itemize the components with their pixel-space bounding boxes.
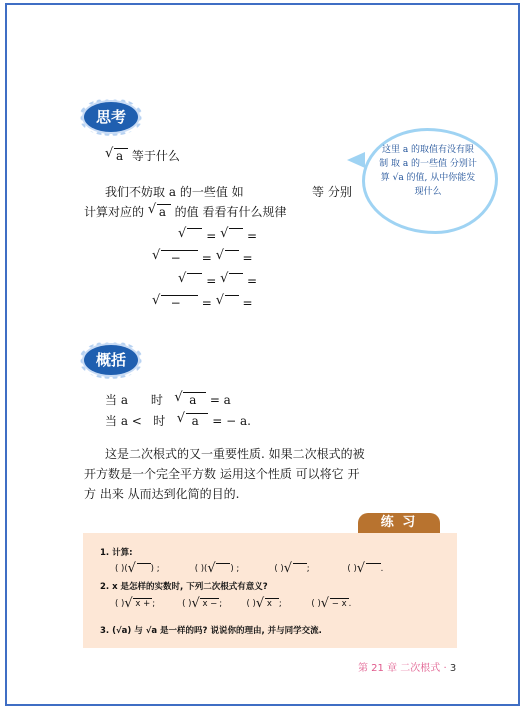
equation-row-1: √ = √ = — [178, 226, 258, 243]
think-paragraph-line1: 我们不妨取 a 的一些值 如 — [105, 185, 244, 199]
body-para-line1: 这是二次根式的又一重要性质. 如果二次根式的被 — [105, 447, 365, 461]
equation-row-4: √ − = √ = — [152, 293, 253, 310]
equation-row-3: √ = √ = — [178, 271, 258, 288]
rule-1: 当 a 时 √ a = a — [105, 390, 231, 407]
page-number: 3 — [449, 663, 457, 674]
body-para-line3: 方 出来 从而达到化简的目的. — [84, 487, 240, 501]
summary-badge: 概括 — [84, 345, 138, 375]
question-line — [105, 147, 180, 164]
body-para-line2: 开方数是一个完全平方数 运用这个性质 可以将它 开 — [84, 467, 360, 481]
footer-chapter: 第 21 章 二次根式 · — [358, 663, 447, 674]
rule-2: 当 a < 时 √ a = − a. — [105, 411, 251, 428]
exercise-2-title: 2. x 是怎样的实数时, 下列二次根式有意义? — [100, 582, 268, 592]
equation-row-2: √ − = √ = — [152, 248, 253, 265]
cloud-tail — [347, 152, 365, 168]
think-paragraph-line2: 计算对应的 √ a 的值 看看有什么规律 — [84, 202, 287, 219]
think-paragraph-line1-end: 等 分别 — [312, 185, 352, 199]
sqrt-a: √ a — [105, 148, 128, 163]
think-badge: 思考 — [84, 102, 138, 132]
exercise-2-items: ( ) √ x + ; ( ) √ x − ; ( ) √ x ; ( ) √ − x . — [115, 596, 352, 611]
exercise-3: 3. (√a) 与 √a 是一样的吗? 说说你的理由, 并与同学交流. — [100, 626, 322, 636]
practice-tab: 练 习 — [358, 513, 440, 533]
exercise-1-items: ( )( √ ) ; ( )( √ ) ; ( ) √ ; ( ) √ . — [115, 561, 384, 576]
exercise-1-title: 1. 计算: — [100, 548, 133, 558]
cloud-text: 这里 a 的取值有没有限制 取 a 的一些值 分别计算 √a 的值, 从中你能发现什么 — [379, 145, 477, 197]
question-tail: 等于什么 — [131, 149, 180, 163]
page-footer — [358, 659, 456, 674]
